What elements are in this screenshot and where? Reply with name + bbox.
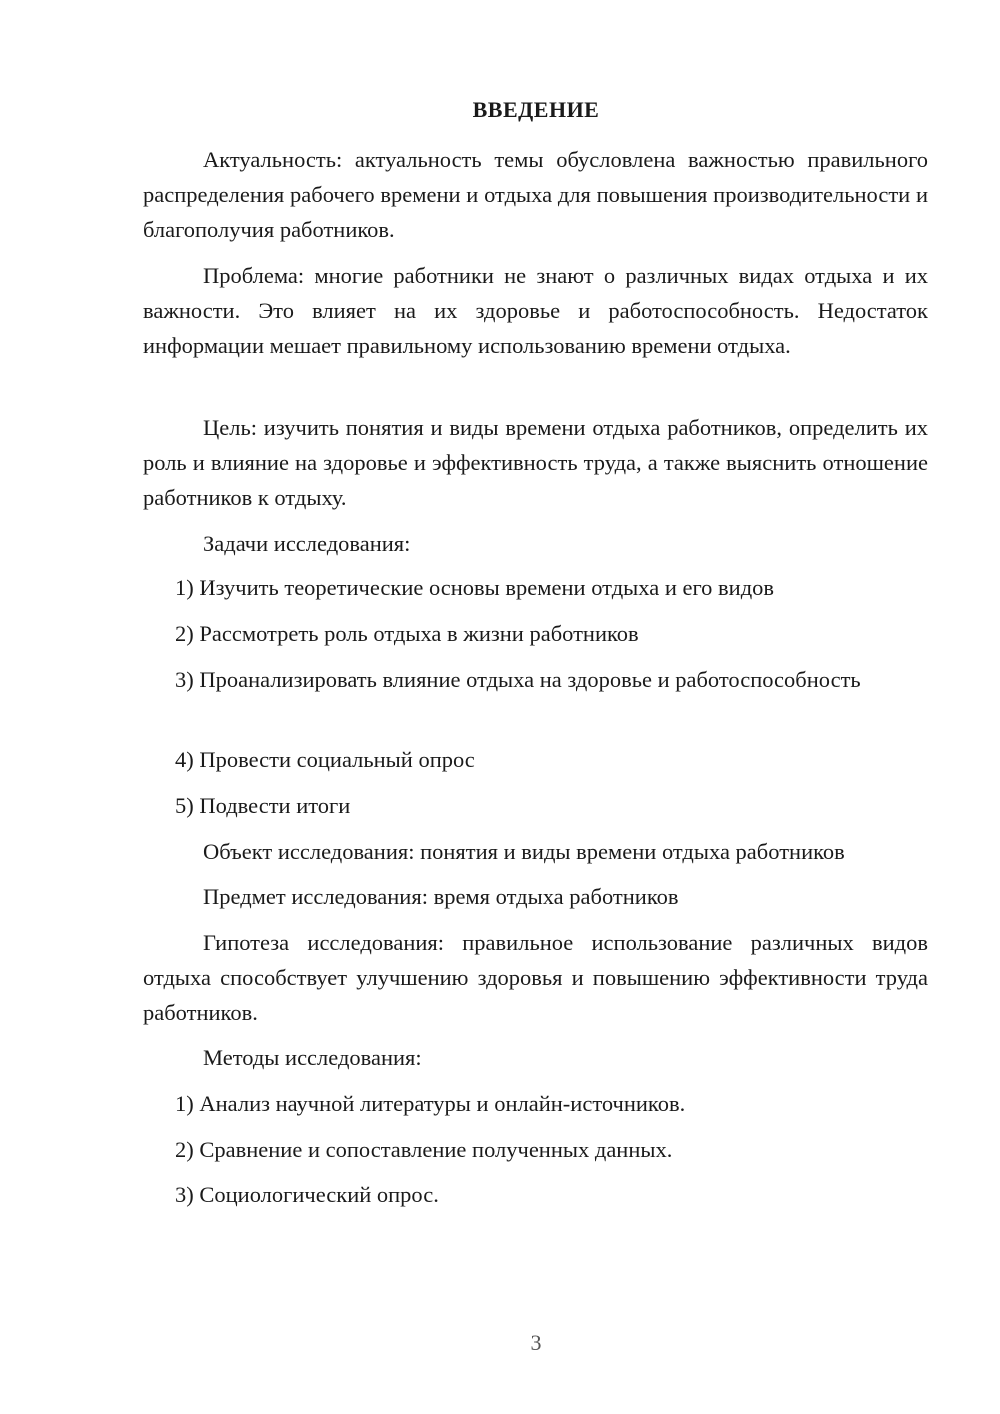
tasks-label: Задачи исследования: <box>203 531 411 556</box>
object-paragraph: Объект исследования: понятия и виды времени отдыха работников <box>203 839 845 864</box>
list-item: 3) Проанализировать влияние отдыха на здоровье и работоспособность <box>175 667 861 692</box>
list-item: 1) Анализ научной литературы и онлайн-источников. <box>175 1091 686 1116</box>
list-item: 2) Сравнение и сопоставление полученных данных. <box>175 1137 673 1162</box>
relevance-paragraph: Актуальность: актуальность темы обусловлена важностью правильного распределения рабочего времени и отдыха для повышения производительности и благополучия работников. <box>143 147 928 242</box>
list-item: 5) Подвести итоги <box>175 793 351 818</box>
list-item: 1) Изучить теоретические основы времени отдыха и его видов <box>175 575 775 600</box>
page-title: ВВЕДЕНИЕ <box>472 97 600 122</box>
goal-paragraph: Цель: изучить понятия и виды времени отдыха работников, определить их роль и влияние на здоровье и эффективность труда, а также выяснить отношение работников к отдыху. <box>143 415 928 510</box>
list-item: 3) Социологический опрос. <box>175 1182 439 1207</box>
subject-paragraph: Предмет исследования: время отдыха работников <box>203 884 679 909</box>
list-item: 4) Провести социальный опрос <box>175 747 475 772</box>
problem-paragraph: Проблема: многие работники не знают о различных видах отдыха и их важности. Это влияет на их здоровье и работоспособность. Недостаток информации мешает правильному использованию времени отдыха. <box>143 263 928 358</box>
hypothesis-paragraph: Гипотеза исследования: правильное использование различных видов отдыха способствует улучшению здоровья и повышению эффективности труда работников. <box>143 930 928 1025</box>
list-item: 2) Рассмотреть роль отдыха в жизни работников <box>175 621 639 646</box>
methods-label: Методы исследования: <box>203 1045 422 1070</box>
page-number: 3 <box>530 1330 542 1355</box>
